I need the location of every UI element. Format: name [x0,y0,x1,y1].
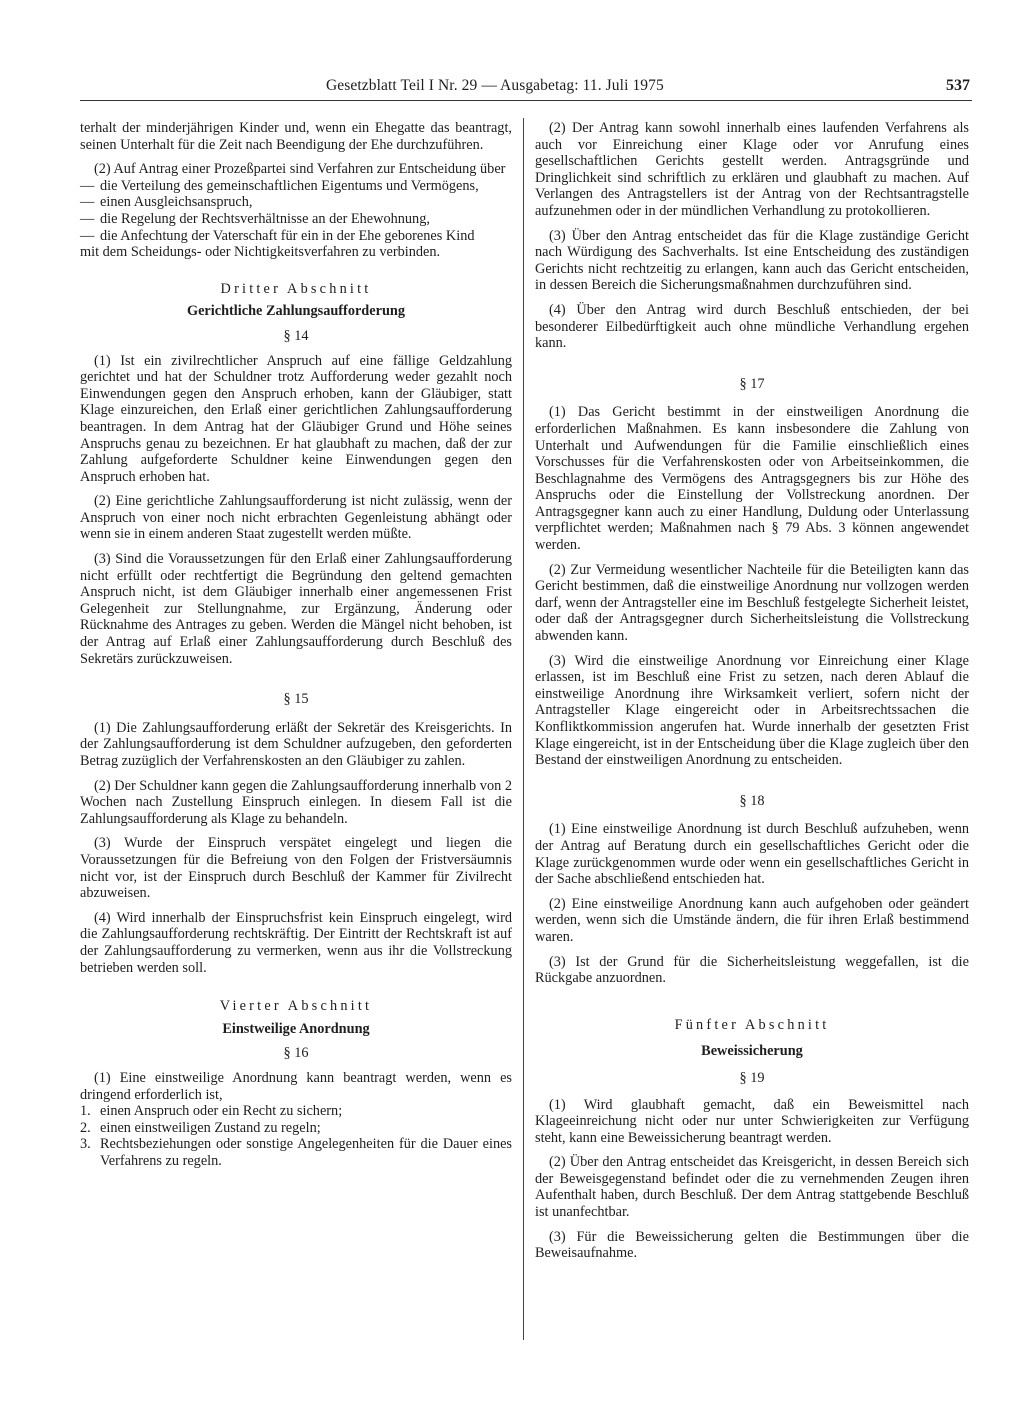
right-column [535,120,969,1262]
section-label: Vierter Abschnitt [219,998,373,1015]
paragraph-heading: § 17 [739,375,765,392]
section-label: Fünfter Abschnitt [674,1016,830,1033]
paragraph: (2) Über den Antrag entscheidet das Kreisgericht, in dessen Bereich sich der Beweisgegenstand befindet oder die zu vernehmenden Zeugen ihren Aufenthalt haben, durch Beschluß. Der dem Antrag stattgebende Beschluß ist unanfechtbar. [535,1154,969,1221]
section-title: Gerichtliche Zahlungsaufforderung [186,303,406,320]
paragraph: (3) Über den Antrag entscheidet das für die Klage zuständige Gericht nach Würdigung des Sachverhalts. Ist eine Entscheidung des zuständigen Gerichts nicht rechtzeitig zu erlangen, kann auch das Gericht entscheiden, in dessen Bereich die Sicherungsmaßnahmen durchzuführen sind. [535,227,969,294]
list-item: — die Anfechtung der Vaterschaft für ein in der Ehe geborenes Kind [80,227,475,244]
left-column [80,120,512,1169]
paragraph: mit dem Scheidungs- oder Nichtigkeitsverfahren zu verbinden. [80,244,441,261]
paragraph: (2) Auf Antrag einer Prozeßpartei sind Verfahren zur Entscheidung über [94,161,506,178]
paragraph-heading: § 14 [283,327,309,344]
numbered-item: 3. Rechtsbeziehungen oder sonstige Angelegenheiten für die Dauer eines Verfahrens zu regeln. [80,1136,512,1169]
paragraph: (4) Wird innerhalb der Einspruchsfrist kein Einspruch eingelegt, wird die Zahlungsaufforderung rechtskräftig. Der Eintritt der Rechtskraft ist auf der Zahlungsaufforderung zu vermerken, wenn aus ihr die Vollstreckung betrieben werden soll. [80,909,512,976]
section-label: Dritter Abschnitt [220,280,372,297]
page-number: 537 [946,77,970,94]
list-item: — die Verteilung des gemeinschaftlichen Eigentums und Vermögens, [80,177,479,194]
column-divider [523,118,524,1340]
paragraph: (3) Sind die Voraussetzungen für den Erlaß einer Zahlungsaufforderung nicht erfüllt oder rechtfertigt die Begründung den geltend gemachten Anspruch nicht, ist dem Gläubiger innerhalb einer angemessenen Frist Gelegenheit zur Stellungnahme, zur Ergänzung, Änderung oder Rücknahme des Antrages zu geben. Werden die Mängel nicht behoben, ist der Antrag auf Erlaß einer Zahlungsaufforderung durch Beschluß des Sekretärs zurückzuweisen. [80,551,512,667]
section-title: Einstweilige Anordnung [222,1020,370,1037]
paragraph: (1) Wird glaubhaft gemacht, daß ein Beweismittel nach Klageeinreichung nicht oder nur unter Schwierigkeiten zur Verfügung steht, kann eine Beweissicherung beantragt werden. [535,1096,969,1146]
paragraph: (3) Wird die einstweilige Anordnung vor Einreichung einer Klage erlassen, ist im Beschluß eine Frist zu setzen, nach deren Ablauf die einstweilige Anordnung ihre Wirksamkeit verliert, sofern nicht der Antragsteller Klage eingereicht oder in Arbeitsrechtssachen die Konfliktkommission angerufen hat. Wurde innerhalb der gesetzten Frist Klage eingereicht, ist in der Entscheidung über die Klage zugleich über den Bestand der einstweiligen Anordnung zu entscheiden. [535,652,969,769]
paragraph: (1) Die Zahlungsaufforderung erläßt der Sekretär des Kreisgerichts. In der Zahlungsaufforderung ist dem Schuldner aufzugeben, den geforderten Betrag zuzüglich der Verfahrenskosten an den Gläubiger zu zahlen. [80,719,512,769]
page-header [80,78,970,98]
paragraph: (2) Der Schuldner kann gegen die Zahlungsaufforderung innerhalb von 2 Wochen nach Zustellung Einspruch einlegen. In diesem Fall ist die Zahlungsaufforderung als Klage zu behandeln. [80,777,512,827]
paragraph: (4) Über den Antrag wird durch Beschluß entschieden, der bei besonderer Eilbedürftigkeit auch ohne mündliche Verhandlung ergehen kann. [535,301,969,352]
paragraph: (1) Eine einstweilige Anordnung kann beantragt werden, wenn es dringend erforderlich ist, [80,1069,512,1103]
section-title: Beweissicherung [701,1043,803,1060]
dash-mark: — [80,194,95,211]
paragraph: (1) Eine einstweilige Anordnung ist durch Beschluß aufzuheben, wenn der Antrag auf Beratung durch ein gesellschaftliches Gericht oder die Klage zurückgenommen wurde oder wenn ein gesellschaftliches Gericht in der Sache abschließend entschieden hat. [535,821,969,888]
list-item: — einen Ausgleichsanspruch, [80,194,253,211]
paragraph-heading: § 18 [739,792,765,809]
dash-mark: — [80,177,95,194]
paragraph: (2) Eine einstweilige Anordnung kann auch aufgehoben oder geändert werden, wenn sich die Umstände ändern, die für ihren Erlaß bestimmend waren. [535,895,969,945]
paragraph: (2) Zur Vermeidung wesentlicher Nachteile für die Beteiligten kann das Gericht bestimmen, daß die einstweilige Anordnung nur vollzogen werden darf, wenn der Antragsteller eine im Beschluß festgelegte Sicherheit leistet, oder daß der Antragsgegner durch Sicherheitsleistung die Vollstreckung abwenden kann. [535,561,969,645]
paragraph: (1) Ist ein zivilrechtlicher Anspruch auf eine fällige Geldzahlung gerichtet und hat der Schuldner trotz Aufforderung weder gezahlt noch Einwendungen gegen den Anspruch erhoben, kann der Gläubiger, statt Klage einzureichen, den Erlaß einer gerichtlichen Zahlungsaufforderung beantragen. In dem Antrag hat der Gläubiger Grund und Höhe seines Anspruchs genau zu bezeichnen. Er hat glaubhaft zu machen, daß der zur Zahlung aufgeforderte Schuldner keine Einwendungen gegen den Anspruch erhoben hat. [80,352,512,485]
paragraph: (2) Eine gerichtliche Zahlungsaufforderung ist nicht zulässig, wenn der Anspruch von einer noch nicht erbrachten Gegenleistung abhängt oder wenn sie in einem anderen Staat zugestellt werden müßte. [80,493,512,543]
header-title: Gesetzblatt Teil I Nr. 29 — Ausgabetag: 11. Juli 1975 [326,77,664,94]
paragraph-heading: § 19 [739,1069,765,1086]
paragraph-heading: § 16 [283,1045,309,1062]
dash-mark: — [80,210,95,227]
list-item: — die Regelung der Rechtsverhältnisse an der Ehewohnung, [80,210,430,227]
paragraph: (3) Wurde der Einspruch verspätet eingelegt und liegen die Voraussetzungen für die Befreiung von den Folgen der Fristversäumnis nicht vor, ist der Einspruch durch Beschluß der Kammer für Zivilrecht abzuweisen. [80,835,512,902]
paragraph: (2) Der Antrag kann sowohl innerhalb eines laufenden Verfahrens als auch vor Einreichung einer Klage oder vor Anrufung eines gesellschaftlichen Gerichts gestellt werden. Antragsgründe und Dringlichkeit sind schriftlich zu erklären und glaubhaft zu machen. Auf Verlangen des Antragstellers ist der Antrag von der Rechtsantragstelle aufzunehmen oder in der mündlichen Verhandlung zu protokollieren. [535,120,969,219]
numbered-item: 2. einen einstweiligen Zustand zu regeln; [80,1119,321,1136]
paragraph-continuation: terhalt der minderjährigen Kinder und, wenn ein Ehegatte das beantragt, seinen Unterhalt für die Zeit nach Beendigung der Ehe durchzuführen. [80,120,512,153]
paragraph: (1) Das Gericht bestimmt in der einstweiligen Anordnung die erforderlichen Maßnahmen. Es kann insbesondere die Zahlung von Unterhalt und Aufwendungen für die Familie einschließlich eines Vorschusses für die Verfahrenskosten oder von Arbeitseinkommen, die Beschlagnahme des Vermögens des Antragsgegners bis zur Höhe des Anspruchs oder die Einstellung der Vollstreckung anordnen. Der Antragsgegner kann auch zu einer Handlung, Duldung oder Unterlassung verpflichtet werden; Maßnahmen nach § 79 Abs. 3 können angewendet werden. [535,404,969,554]
dash-mark: — [80,227,95,244]
header-rule [80,100,972,101]
paragraph: (3) Für die Beweissicherung gelten die Bestimmungen über die Beweisaufnahme. [535,1228,969,1262]
paragraph: (3) Ist der Grund für die Sicherheitsleistung weggefallen, ist die Rückgabe anzuordnen. [535,953,969,987]
numbered-item: 1. einen Anspruch oder ein Recht zu sichern; [80,1103,343,1120]
paragraph-heading: § 15 [283,691,309,708]
